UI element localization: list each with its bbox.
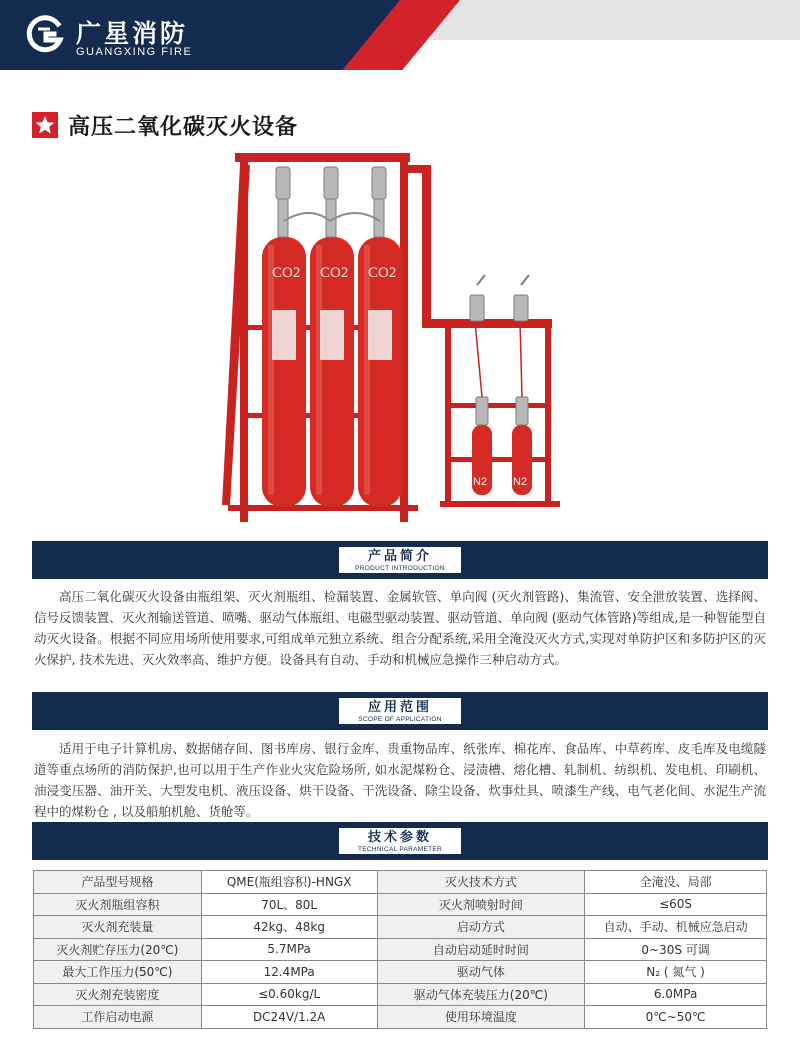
param-label: 产品型号规格	[34, 871, 202, 894]
page-title: 高压二氧化碳灭火设备	[68, 114, 299, 140]
param-value: ≤60S	[585, 893, 767, 916]
svg-text:CO2: CO2	[320, 265, 349, 281]
section-banner-scope	[32, 692, 768, 730]
param-label: 灭火剂充装密度	[34, 983, 202, 1006]
scope-text: 适用于电子计算机房、数据储存间、图书库房、银行金库、贵重物品库、纸张库、棉花库、食品库、中草药库、皮毛库及电缆隧道等重点场所的消防保护,也可以用于生产作业火灾危险场所, 如水泥煤粉仓、浸渍槽、熔化槽、轧制机、纺织机、发电机、印刷机、油浸变压器、油开关、大型发电机、液压设备、烘干设备、干洗设备、除尘设备、炊事灶具、喷漆生产线、电气老化间、水泥生产流程中的煤粉仓 , 以及船舶机舱、货舱等。	[34, 741, 766, 819]
svg-text:N2: N2	[513, 476, 528, 488]
param-value: 0℃~50℃	[585, 1006, 767, 1029]
param-value: 自动、手动、机械应急启动	[585, 916, 767, 939]
table-row	[34, 916, 767, 939]
table-row	[34, 938, 767, 961]
param-label: 驱动气体	[377, 961, 585, 984]
co2-cylinders	[262, 237, 402, 507]
param-value: 全淹没、局部	[585, 871, 767, 894]
param-value: QME(瓶组容积)-HNGX	[201, 871, 377, 894]
section-title-cn: 应用范围	[367, 700, 432, 715]
section-title-cn: 技术参数	[367, 830, 432, 845]
param-label: 灭火剂充装量	[34, 916, 202, 939]
table-row	[34, 871, 767, 894]
param-value: 70L、80L	[201, 893, 377, 916]
page-title-row	[32, 110, 298, 140]
param-value: 5.7MPa	[201, 938, 377, 961]
intro-text: 高压二氧化碳灭火设备由瓶组架、灭火剂瓶组、检漏装置、金属软管、单向阀 (灭火剂管路)、集流管、安全泄放装置、选择阀、信号反馈装置、灭火剂输送管道、喷嘴、驱动气体瓶组、电磁型驱动装置、驱动管道、单向阀 (驱动气体管路)等组成,是一种智能型自动灭火设备。根据不同应用场所使用要求,可组成单元独立系统、组合分配系统,采用全淹没灭火方式,实现对单防护区和多防护区的灭火保护, 技术先进、灭火效率高、维护方便。设备具有自动、手动和机械应急操作三种启动方式。	[34, 589, 766, 667]
section-title-box	[338, 546, 462, 574]
param-label: 使用环境温度	[377, 1006, 585, 1029]
star-icon	[32, 112, 58, 138]
scope-paragraph	[34, 738, 766, 822]
param-label: 灭火技术方式	[377, 871, 585, 894]
param-value: ≤0.60kg/L	[201, 983, 377, 1006]
table-row	[34, 983, 767, 1006]
param-label: 灭火剂喷射时间	[377, 893, 585, 916]
brand-name-cn: 广星消防	[76, 19, 189, 48]
brand-logo-icon	[24, 14, 66, 56]
page-header	[0, 0, 800, 70]
param-value: N₂ ( 氮气 )	[585, 961, 767, 984]
product-image	[200, 145, 600, 535]
svg-text:CO2: CO2	[368, 265, 397, 281]
param-label: 自动启动延时时间	[377, 938, 585, 961]
table-row	[34, 893, 767, 916]
param-value: 6.0MPa	[585, 983, 767, 1006]
param-label: 驱动气体充装压力(20℃)	[377, 983, 585, 1006]
parameter-table	[33, 870, 767, 1029]
param-label: 最大工作压力(50℃)	[34, 961, 202, 984]
param-label: 工作启动电源	[34, 1006, 202, 1029]
param-label: 灭火剂贮存压力(20℃)	[34, 938, 202, 961]
header-grey-band	[420, 0, 800, 40]
svg-text:N2: N2	[473, 476, 488, 488]
section-banner-params	[32, 822, 768, 860]
section-title-box	[338, 827, 462, 855]
section-title-box	[338, 697, 462, 725]
param-label: 灭火剂瓶组容积	[34, 893, 202, 916]
param-value: 0~30S 可调	[585, 938, 767, 961]
param-value: 42kg、48kg	[201, 916, 377, 939]
param-value: DC24V/1.2A	[201, 1006, 377, 1029]
section-title-en: TECHNICAL PARAMETER	[357, 846, 443, 853]
section-title-en: PRODUCT INTRODUCTION	[355, 565, 445, 572]
section-title-en: SCOPE OF APPLICATION	[358, 716, 442, 723]
table-row	[34, 961, 767, 984]
intro-paragraph	[34, 586, 766, 670]
section-title-cn: 产品简介	[367, 549, 432, 564]
svg-text:CO2: CO2	[272, 265, 301, 281]
section-banner-intro	[32, 541, 768, 579]
brand-name-en: GUANGXING FIRE	[76, 46, 193, 58]
param-value: 12.4MPa	[201, 961, 377, 984]
param-label: 启动方式	[377, 916, 585, 939]
table-row	[34, 1006, 767, 1029]
